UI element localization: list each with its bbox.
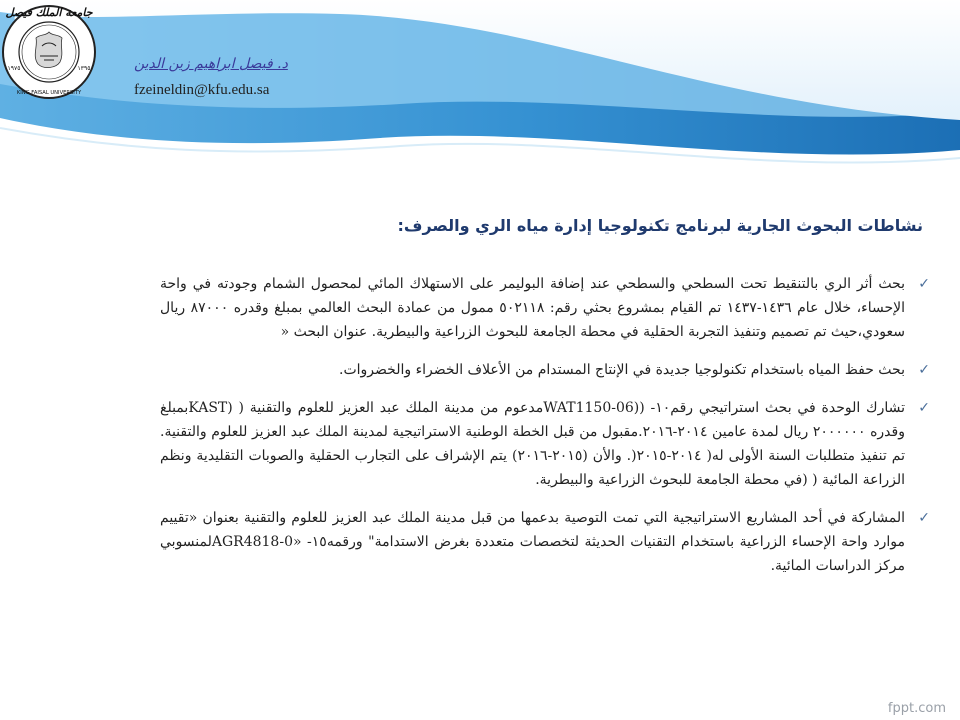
seal-year-left: ١٩٧٥ [7,65,21,72]
author-name: د. فيصل ابراهيم زين الدين [134,56,288,72]
bullet-text: بحث حفظ المياه باستخدام تكنولوجيا جديدة في الإنتاج المستدام من الأعلاف الخضراء والخضروات. [339,362,905,378]
bullet-text: تشارك الوحدة في بحث استراتيجي رقم١٠- ((WAT1150-06مدعوم من مدينة الملك عبد العزيز للعلوم والتقنية ( (KASTبمبلغ وقدره ٢٠٠٠٠٠٠ ريال لمدة عامين ٢٠١٤-٢٠١٦.مقبول من قبل الخطة الوطنية الاستراتيجية لمدينة الملك عبد العزيز للعلوم والتقنية. تم تنفيذ متطلبات السنة الأولى له( ٢٠١٤-٢٠١٥(. والأن (٢٠١٥-٢٠١٦) يتم الإشراف على التجارب الحقلية والصوبات التقليدية ونظم الزراعة المائية ( (في محطة الجامعة للبحوث الزراعية والبيطرية. [160,400,905,488]
svg-text:جامعة الملك فيصل: جامعة الملك فيصل [5,6,93,19]
check-icon: ✓ [918,276,930,292]
footer-watermark: fppt.com [887,701,946,716]
check-icon: ✓ [918,362,930,378]
author-email: fzeineldin@kfu.edu.sa [134,82,270,98]
header-banner [0,0,960,200]
bullet-item [160,272,930,344]
check-icon: ✓ [918,510,930,526]
header-wave-background [0,0,960,200]
bullet-item [160,506,930,578]
seal-bottom-text: KING FAISAL UNIVERSITY [16,90,82,96]
bullet-text: بحث أثر الري بالتنقيط تحت السطحي والسطحي عند إضافة البوليمر على الاستهلاك المائي لمحصول الشمام وجودته في واحة الإحساء، خلال عام ١٤٣٦-١٤٣٧ تم القيام بمشروع بحثي رقم: ٥٠٢١١٨ ممول من عمادة البحث العالمي بمبلغ وقدره ٨٧٠٠٠ ريال سعودي،حيث تم تصميم وتنفيذ التجربة الحقلية في محطة الجامعة للبحوث الزراعية والبيطرية. عنوان البحث « [160,276,906,340]
slide-title: نشاطات البحوث الجارية لبرنامج تكنولوجيا إدارة مياه الري والصرف: [397,216,923,235]
bullet-list [160,272,930,592]
check-icon: ✓ [918,400,930,416]
bullet-item [160,358,930,382]
seal-top-text [5,6,93,19]
seal-year-right: ١٣٩٥ [77,65,91,72]
bullet-item [160,396,930,492]
bullet-text: المشاركة في أحد المشاريع الاستراتيجية التي تمت التوصية بدعمها من قبل مدينة الملك عبد العزيز للعلوم والتقنية بعنوان «تقييم موارد واحة الإحساء الزراعية باستخدام التقنيات الحديثة لتخصصات متعددة بغرض الاستدامة" ورقمه١٥- «AGR4818-0لمنسوبي مركز الدراسات المائية. [160,510,905,574]
king-faisal-university-seal [0,0,98,104]
